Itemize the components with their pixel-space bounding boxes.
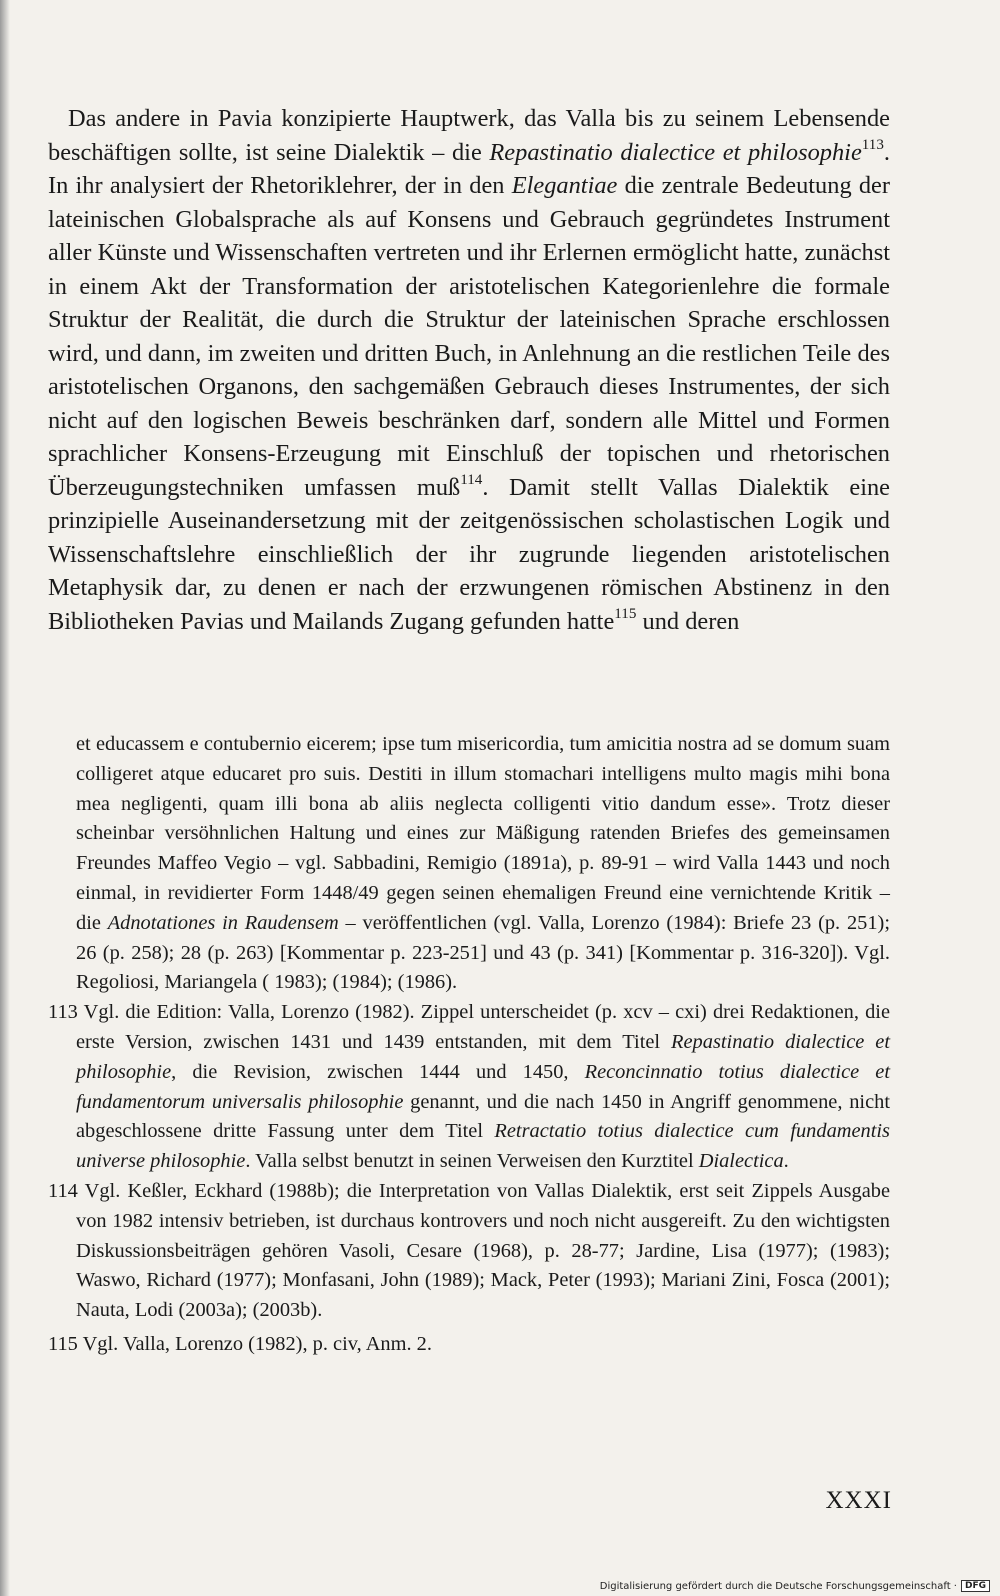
title-elegantiae: Elegantiae [511,172,618,199]
footnote-115 [48,1330,890,1360]
footnote-text: et educassem e contubernio eicerem; ipse tum misericordia, tum amicitia nostra ad se domum suam colligeret atque educaret pro suis. Destiti in illum stomachari intelligens multo magis mihi bona mea negligenti, quam illi bona ab aliis neglecta colligenti vitio dandum esse». Trotz dieser scheinbar versöhnlichen Haltung und eines zur Mäßigung ratenden Briefes des gemeinsamen Freundes Maffeo Vegio – vgl. Sabbadini, Remigio (1891a), p. 89-91 – wird Valla 1443 und noch einmal, in revidierter Form 1448/49 gegen seinen ehemaligen Freund eine vernichtende Kritik – die [76,733,890,934]
page-number: XXXI [825,1487,892,1514]
body-text-segment: . Damit stellt Vallas Dialektik eine prinzipielle Auseinandersetzung mit der zeitgenössischen scholastischen Logik und Wissenschaftslehre einschließlich der ihr zugrunde liegenden aristotelischen Metaphysik dar, zu denen er nach der erzwungenen römischen Abstinenz in den Bibliotheken Pavias und Mailands Zugang gefunden hatte [48,473,891,635]
footnote-text: . Valla selbst benutzt in seinen Verweisen den Kurztitel [245,1150,699,1173]
footnote-ref-113: 113 [861,136,884,153]
body-text-segment: . In ihr analysiert der Rhetoriklehrer, der in den [48,138,890,199]
footnote-title: Reconcinnatio totius dialectice et fundamentorum universalis philosophie [76,1060,891,1113]
body-text-segment: Das andere in Pavia konzipierte Hauptwerk, das Valla bis zu seinem Lebensende beschäftigen sollte, ist seine Dialektik – die [48,105,890,166]
footnote-number: 115 [48,1332,78,1355]
title-repastinatio: Repastinatio dialectice et philosophie [489,138,862,166]
footnote-text: , die Revision, zwischen 1444 und 1450, [171,1060,585,1083]
body-text-segment: die zentrale Bedeutung der lateinischen Globalsprache als auf Konsens und Gebrauch gegründetes Instrument aller Künste und Wissenschaften vertreten und ihr Erlernen ermöglicht hatte, zunächst in einem Akt der Transformation der aristotelischen Kategorienlehre die formale Struktur der Realität, die durch die Struktur der lateinischen Sprache erschlossen wird, und dann, im zweiten und dritten Buch, in Anlehnung an die restlichen Teile des aristotelischen Organons, den sachgemäßen Gebrauch dieses Instrumentes, der sich nicht auf den logischen Beweis beschränken darf, sondern alle Mittel und Formen sprachlicher Konsens-Erzeugung mit Einschluß der topischen und rhetorischen Überzeugungstechniken umfassen muß [48,172,890,501]
footnote-number: 114 [48,1179,78,1202]
footnote-text: genannt, und die nach 1450 in Angriff genommene, nicht abgeschlossene dritte Fassung unter dem Titel [76,1090,890,1143]
digitization-credit-text: Digitalisierung gefördert durch die Deutsche Forschungsgemeinschaft · [599,1580,957,1592]
page-edge-shadow [0,0,10,1596]
digitization-credit [600,1580,990,1592]
footnote-number: 113 [48,1001,78,1024]
footnote-title: Repastinatio dialectice et philosophie [76,1030,890,1083]
footnote-title: Adnotationes in Raudensem [107,911,339,934]
dfg-logo: DFG [961,1580,990,1592]
footnote-text: – veröffentlichen (vgl. Valla, Lorenzo (1984): Briefe 23 (p. 251); 26 (p. 258); 28 (p. 263) [Kommentar p. 223-251] und 43 (p. 341) [Kommentar p. 316-320]). Vgl. Regoliosi, Mariangela ( 1983); (1984); (1986). [76,911,890,994]
footnote-continuation [48,730,890,998]
footnote-text: Vgl. Keßler, Eckhard (1988b); die Interpretation von Vallas Dialektik, erst seit Zippels Ausgabe von 1982 intensiv betrieben, ist durchaus kontrovers und noch nicht ausgereift. Zu den wichtigsten Diskussionsbeiträgen gehören Vasoli, Cesare (1968), p. 28-77; Jardine, Lisa (1977); (1983); Waswo, Richard (1977); Monfasani, John (1989); Mack, Peter (1993); Mariani Zini, Fosca (2001); Nauta, Lodi (2003a); (2003b). [76,1179,890,1322]
footnote-title: Dialectica [698,1150,784,1173]
footnote-title: Retractatio totius dialectice cum fundamentis universe philosophie [76,1120,890,1173]
footnotes-section [48,730,890,1360]
footnote-ref-114: 114 [460,471,483,488]
footnote-ref-115: 115 [614,605,637,622]
body-text [48,102,890,638]
body-paragraph [48,102,890,638]
footnote-114 [48,1177,890,1326]
body-text-segment: und deren [636,607,740,635]
footnote-text: Vgl. die Edition: Valla, Lorenzo (1982). Zippel unterscheidet (p. xcv – cxi) drei Redaktionen, die erste Version, zwischen 1431 und 1439 entstanden, mit dem Titel [76,1001,890,1053]
footnote-text: Vgl. Valla, Lorenzo (1982), p. civ, Anm. 2. [77,1332,432,1355]
footnote-text: . [783,1150,789,1173]
footnote-113 [48,998,890,1177]
